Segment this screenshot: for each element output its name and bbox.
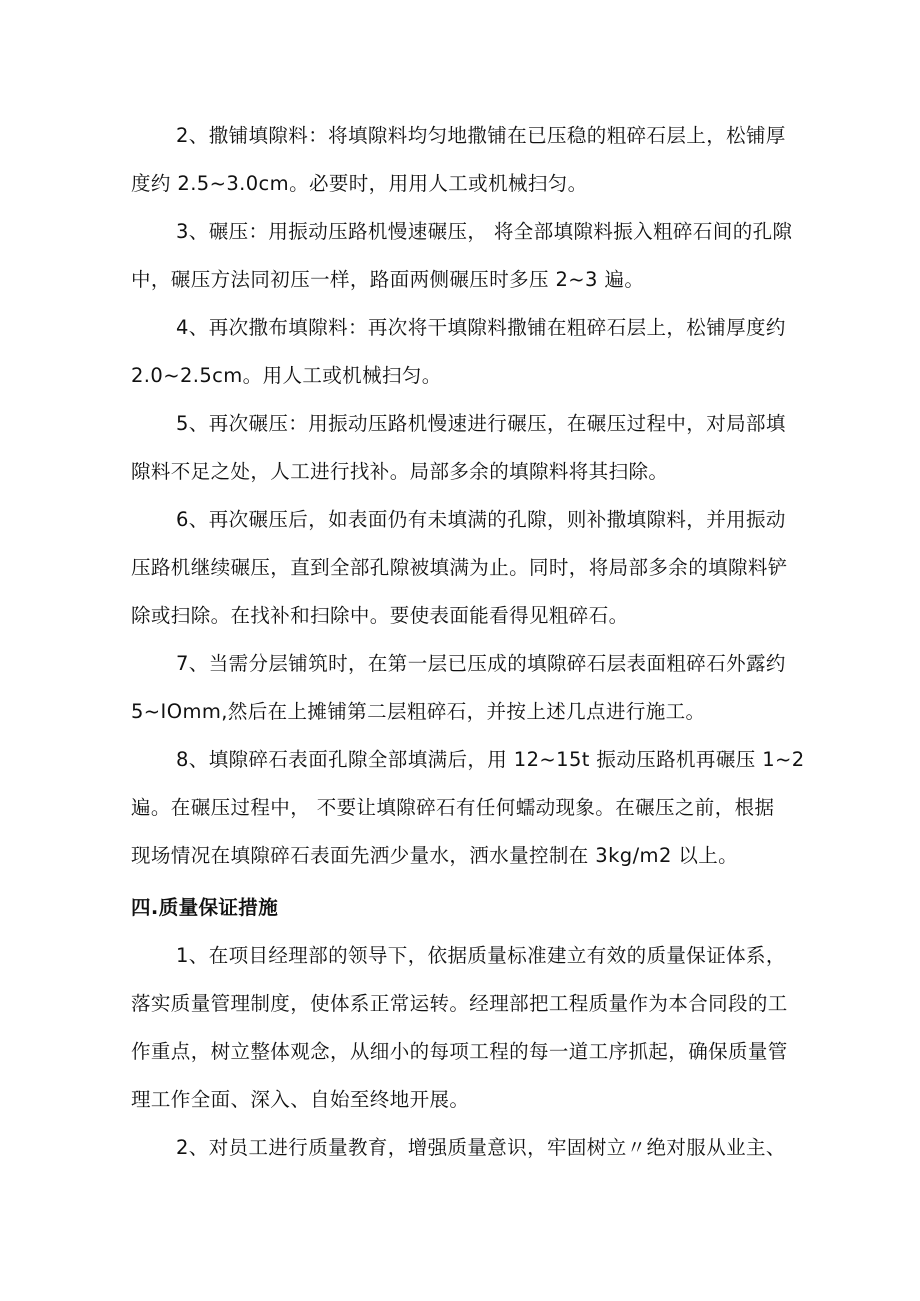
paragraph-4-line-1: 4、再次撒布填隙料：再次将干填隙料撒铺在粗碎石层上，松铺厚度约 (176, 316, 786, 339)
quality-paragraph-2-line-1: 2、对员工进行质量教育，增强质量意识，牢固树立〃绝对服从业主、 (176, 1136, 786, 1159)
paragraph-8-line-2: 遍。在碾压过程中， 不要让填隙碎石有任何蠕动现象。在碾压之前，根据 (131, 796, 775, 819)
paragraph-2-line-1: 2、撒铺填隙料：将填隙料均匀地撒铺在已压稳的粗碎石层上，松铺厚 (176, 124, 786, 147)
quality-paragraph-1-line-4: 理工作全面、深入、自始至终地开展。 (131, 1088, 470, 1111)
quality-paragraph-1-line-3: 作重点，树立整体观念，从细小的每项工程的每一道工序抓起，确保质量管 (131, 1040, 788, 1063)
paragraph-6-line-3: 除或扫除。在找补和扫除中。要使表面能看得见粗碎石。 (131, 604, 629, 627)
paragraph-5-line-1: 5、再次碾压：用振动压路机慢速进行碾压，在碾压过程中，对局部填 (176, 412, 786, 435)
paragraph-4-line-2: 2.0~2.5cm。用人工或机械扫匀。 (131, 364, 442, 387)
paragraph-3-line-2: 中，碾压方法同初压一样，路面两侧碾压时多压 2~3 遍。 (131, 268, 645, 291)
paragraph-2-line-2: 度约 2.5~3.0cm。必要时，用用人工或机械扫匀。 (131, 172, 588, 195)
quality-paragraph-1-line-2: 落实质量管理制度，使体系正常运转。经理部把工程质量作为本合同段的工 (131, 992, 788, 1015)
paragraph-5-line-2: 隙料不足之处，人工进行找补。局部多余的填隙料将其扫除。 (131, 460, 669, 483)
paragraph-6-line-2: 压路机继续碾压，直到全部孔隙被填满为止。同时，将局部多余的填隙料铲 (131, 556, 788, 579)
paragraph-7-line-2: 5~IOmm,然后在上摊铺第二层粗碎石，并按上述几点进行施工。 (131, 700, 706, 723)
paragraph-7-line-1: 7、当需分层铺筑时，在第一层已压成的填隙碎石层表面粗碎石外露约 (176, 652, 786, 675)
section-heading-quality: 四.质量保证措施 (131, 896, 279, 919)
quality-paragraph-1-line-1: 1、在项目经理部的领导下，依据质量标准建立有效的质量保证体系， (176, 944, 786, 967)
paragraph-3-line-1: 3、碾压：用振动压路机慢速碾压， 将全部填隙料振入粗碎石间的孔隙 (176, 220, 793, 243)
paragraph-6-line-1: 6、再次碾压后，如表面仍有未填满的孔隙，则补撒填隙料，并用振动 (176, 508, 786, 531)
paragraph-8-line-3: 现场情况在填隙碎石表面先洒少量水，洒水量控制在 3kg/m2 以上。 (131, 844, 739, 867)
paragraph-8-line-1: 8、填隙碎石表面孔隙全部填满后，用 12~15t 振动压路机再碾压 1~2 (176, 748, 805, 771)
